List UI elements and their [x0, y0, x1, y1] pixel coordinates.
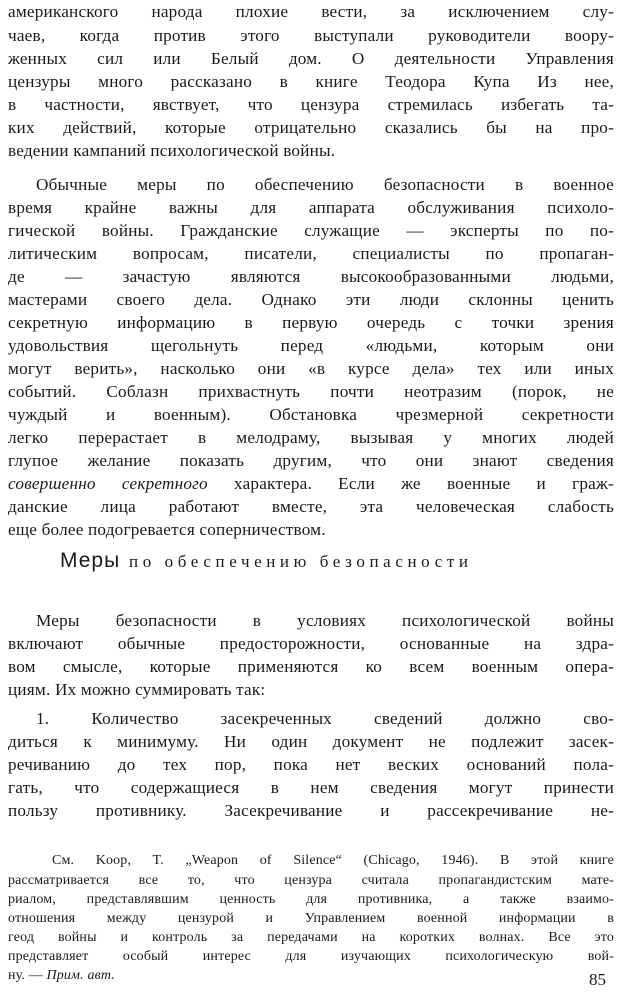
- text-line: данские лица работают вместе, эта человеческая слабость: [8, 497, 614, 516]
- text-line: пользу противнику. Засекречивание и рассекречивание не-: [8, 801, 614, 820]
- text-line: Меры безопасности в условиях психологической войны: [36, 611, 614, 630]
- footnote-line: рассматривается все то, что цензура считала пропагандистским мате-: [8, 873, 614, 888]
- text-fragment: ну. —: [8, 968, 47, 983]
- text-line: цензуры много рассказано в книге Теодора Купа Из нее,: [8, 72, 614, 91]
- footnote-line: [8, 966, 614, 985]
- text-line: [8, 472, 614, 495]
- text-line: легко перерастает в мелодраму, вызывая у многих людей: [8, 428, 614, 447]
- text-line: Обычные меры по обеспечению безопасности в военное: [36, 175, 614, 194]
- text-line: гать, что содержащиеся в нем сведения могут принести: [8, 778, 614, 797]
- text-line: время крайне важны для аппарата обслуживания психоло-: [8, 198, 614, 217]
- text-line: речиванию до тех пор, пока нет веских оснований пола-: [8, 755, 614, 774]
- text-line: глупое желание показать другим, что они знают сведения: [8, 451, 614, 470]
- section-heading: [60, 549, 473, 573]
- footnote-line: геод войны и контроль за передачами на коротких волнах. Все это: [8, 930, 614, 945]
- text-line: удовольствия щегольнуть перед «людьми, которым они: [8, 336, 614, 355]
- text-line: вом смысле, которые применяются ко всем военным опера-: [8, 657, 614, 676]
- footnote-line: отношения между цензурой и Управлением военной информации в: [8, 911, 614, 926]
- text-line: гической войны. Гражданские служащие — эксперты по по-: [8, 221, 614, 240]
- text-line: включают обычные предосторожности, основанные на здра-: [8, 634, 614, 653]
- text-line: 1. Количество засекреченных сведений должно сво-: [36, 709, 614, 728]
- heading-rest: по обеспечению безопасности: [120, 552, 473, 571]
- text-line: циям. Их можно суммировать так:: [8, 680, 266, 699]
- text-line: диться к минимуму. Ни один документ не подлежит засек-: [8, 732, 614, 751]
- text-line: в частности, явствует, что цензура стремилась избегать та-: [8, 95, 614, 114]
- text-line: американского народа плохие вести, за исключением слу-: [8, 2, 614, 21]
- heading-first-word: Меры: [60, 549, 121, 572]
- text-line: де — зачастую являются высокообразованными людьми,: [8, 267, 614, 286]
- text-line: женных сил или Белый дом. О деятельности Управления: [8, 49, 614, 68]
- text-line: ведении кампаний психологической войны.: [8, 141, 336, 160]
- text-line: секретную информацию в первую очередь с точки зрения: [8, 313, 614, 332]
- text-line: чаев, когда против этого выступали руководители воору-: [8, 26, 614, 45]
- footnote-line: риалом, представлявшим ценность для противника, а также взаимо-: [8, 892, 614, 907]
- text-line: могут верить», насколько они «в курсе дела» тех или иных: [8, 359, 614, 378]
- text-line: литическим вопросам, писатели, специалисты по пропаган-: [8, 244, 614, 263]
- footnote-line: См. Koop, T. „Weapon of Silence“ (Chicago, 1946). В этой книге: [52, 853, 614, 868]
- italic-phrase: совершенно секретного: [8, 474, 208, 493]
- page-number: 85: [589, 970, 606, 989]
- text-line: ких действий, которые отрицательно сказались бы на про-: [8, 118, 614, 137]
- text-line: событий. Соблазн прихвастнуть почти неотразим (порок, не: [8, 382, 614, 401]
- text-line: мастерами своего дела. Однако эти люди склонны ценить: [8, 290, 614, 309]
- italic-phrase: Прим. авт.: [46, 968, 115, 983]
- text-line: чуждый и военным). Обстановка чрезмерной секретности: [8, 405, 614, 424]
- footnote-line: представляет особый интерес для изучающих психологическую вой-: [8, 949, 614, 964]
- text-fragment: характера. Если же военные и граж-: [207, 474, 614, 493]
- text-line: еще более подогревается соперничеством.: [8, 520, 326, 539]
